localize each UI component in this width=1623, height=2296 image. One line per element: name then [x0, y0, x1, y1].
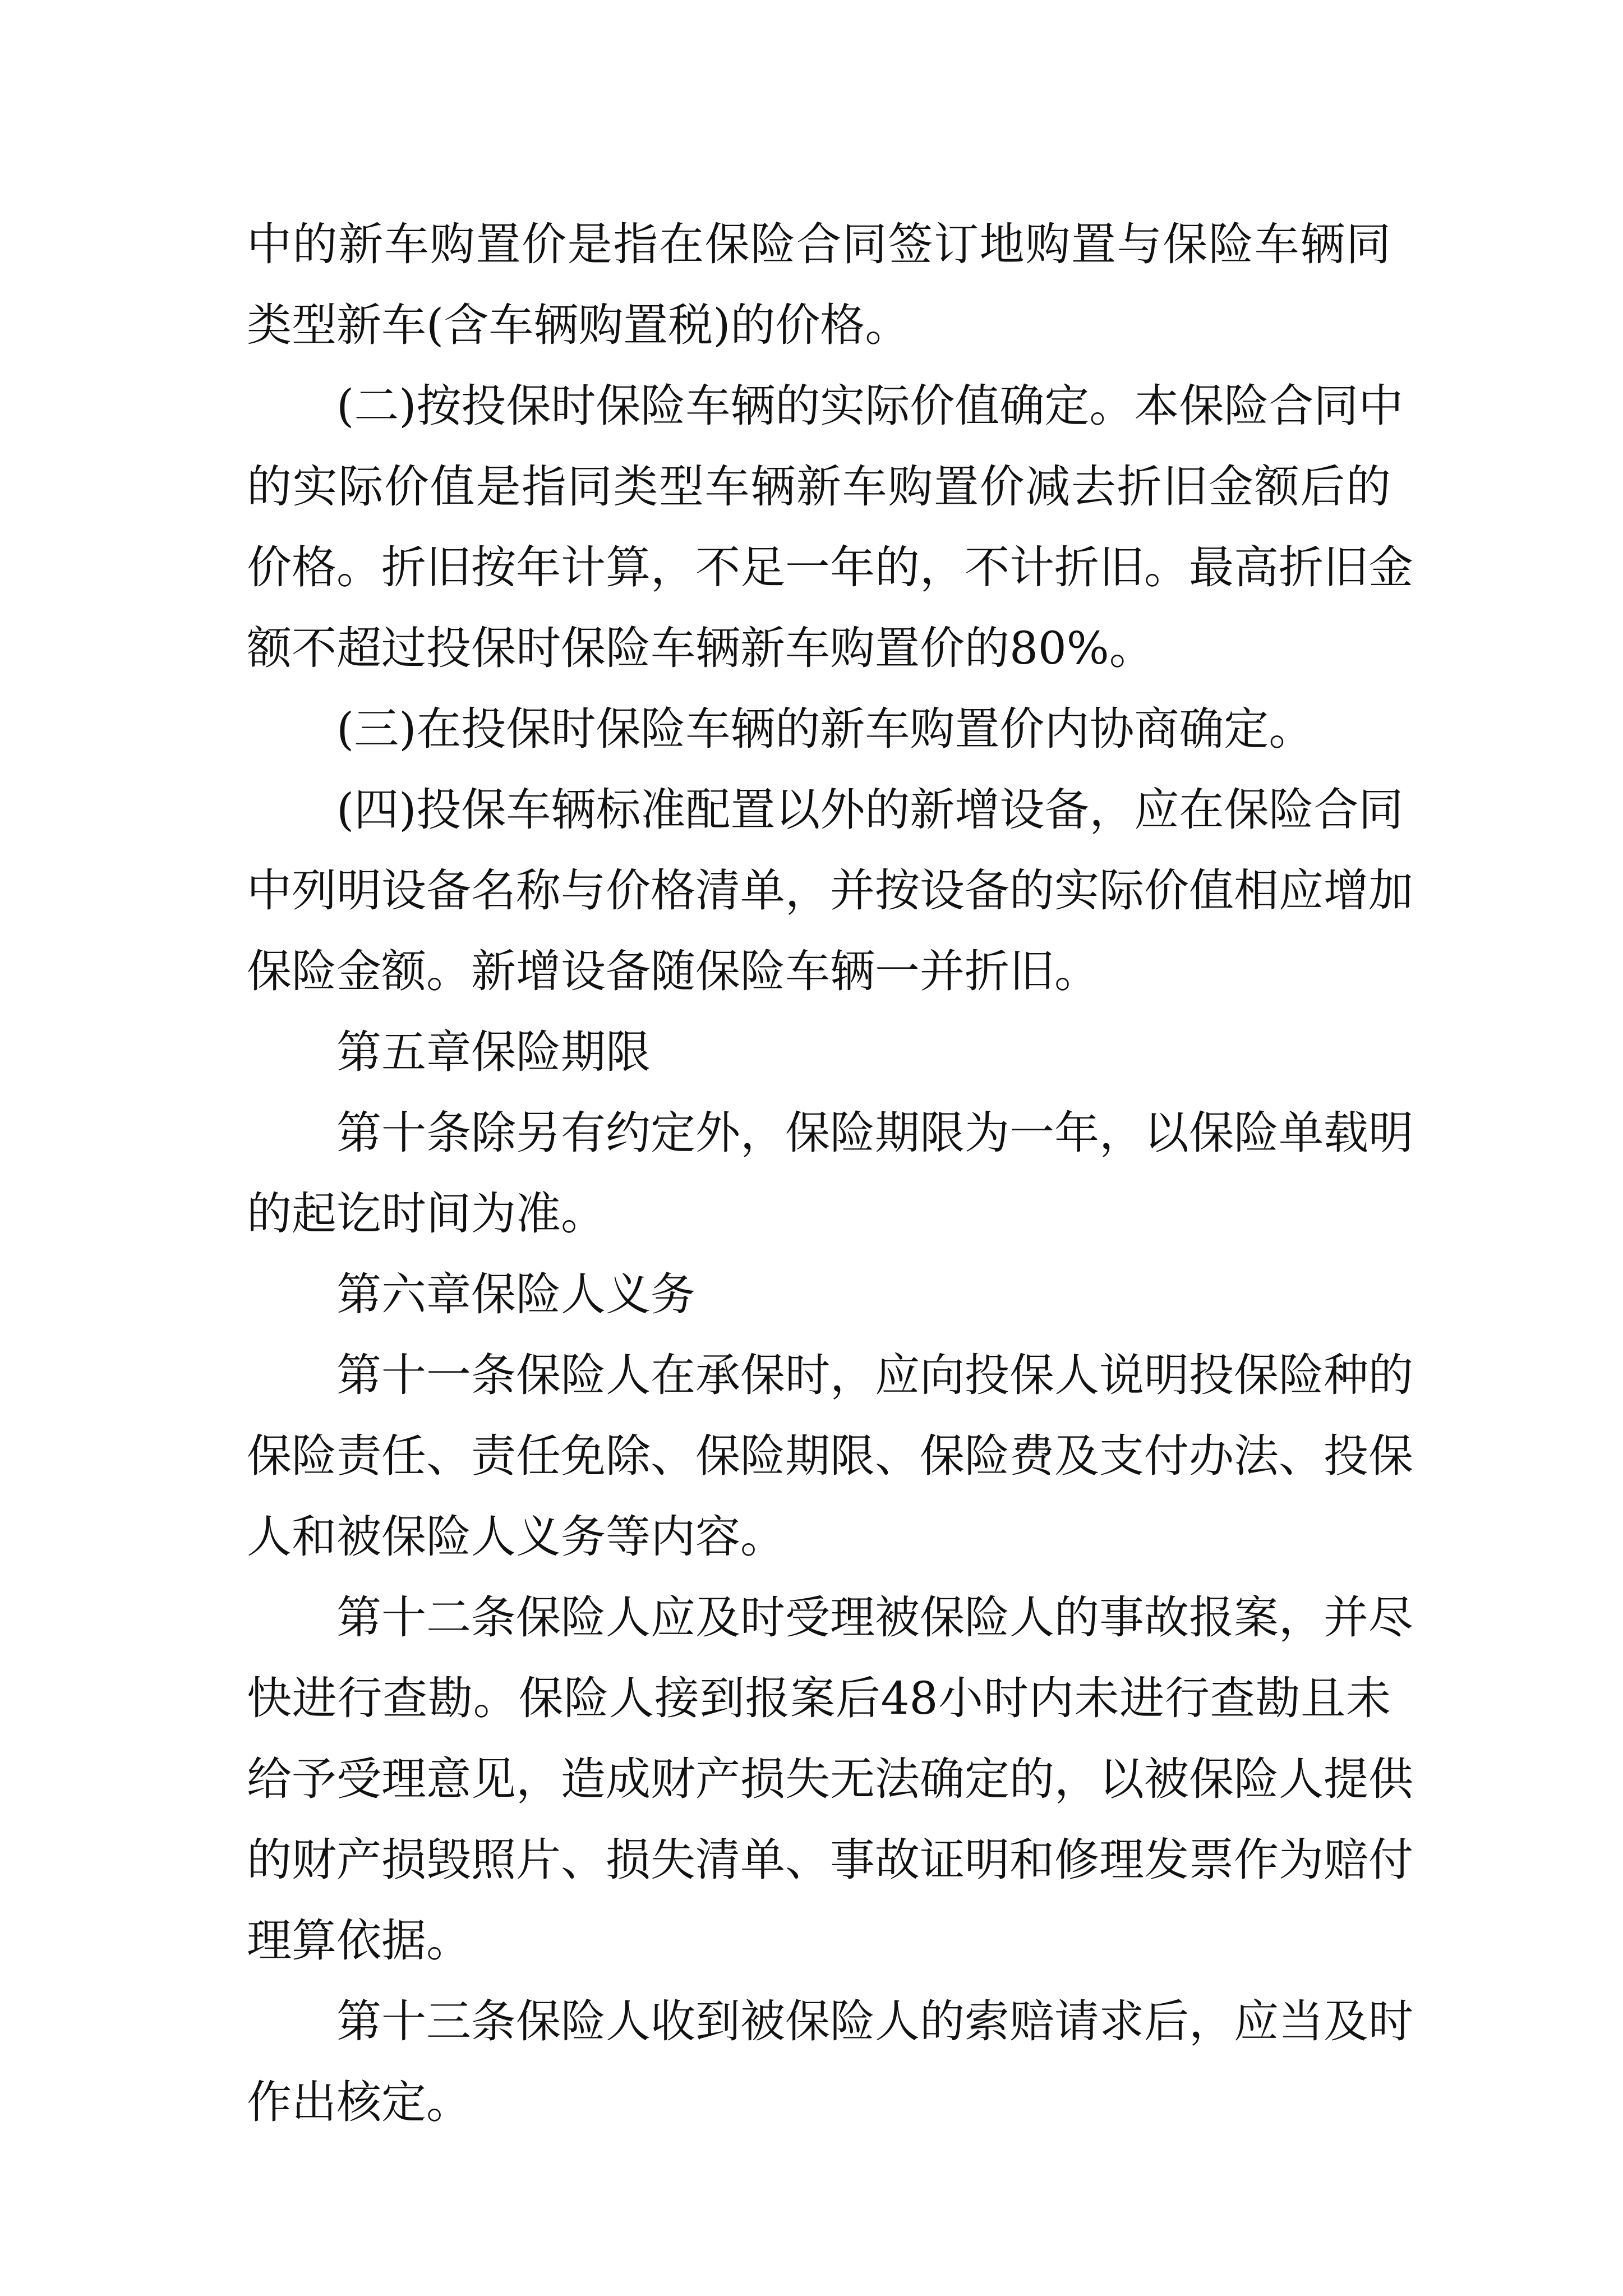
text-line: 类型新车(含车辆购置税)的价格。 [247, 299, 910, 351]
text-line: 理算依据。 [247, 1915, 471, 1967]
text-line: (二)按投保时保险车辆的实际价值确定。本保险合同中 [336, 380, 1404, 432]
text-line: 作出核定。 [247, 2076, 471, 2128]
text-line: 第十条除另有约定外，保险期限为一年，以保险单载明 [336, 1107, 1413, 1159]
text-line: 人和被保险人义务等内容。 [247, 1511, 785, 1563]
text-line: 保险责任、责任免除、保险期限、保险费及支付办法、投保 [247, 1430, 1413, 1482]
text-line: 中的新车购置价是指在保险合同签订地购置与保险车辆同 [247, 218, 1391, 270]
text-line: 第十一条保险人在承保时，应向投保人说明投保险种的 [336, 1349, 1413, 1401]
text-line: 给予受理意见，造成财产损失无法确定的，以被保险人提供 [247, 1753, 1413, 1805]
text-line: (四)投保车辆标准配置以外的新增设备，应在保险合同 [336, 784, 1404, 836]
chapter-heading: 第五章保险期限 [336, 1026, 651, 1078]
text-line: 保险金额。新增设备随保险车辆一并折旧。 [247, 945, 1099, 997]
text-line: (三)在投保时保险车辆的新车购置价内协商确定。 [336, 703, 1314, 755]
text-line: 的起讫时间为准。 [247, 1188, 606, 1240]
text-line: 额不超过投保时保险车辆新车购置价的80%。 [247, 622, 1154, 674]
chapter-heading: 第六章保险人义务 [336, 1268, 695, 1320]
text-line: 价格。折旧按年计算，不足一年的，不计折旧。最高折旧金 [247, 541, 1413, 593]
text-line: 快进行查勘。保险人接到报案后48小时内未进行查勘且未 [247, 1672, 1391, 1724]
text-line: 第十二条保险人应及时受理被保险人的事故报案，并尽 [336, 1591, 1413, 1644]
document-body [247, 204, 1413, 2143]
text-line: 的实际价值是指同类型车辆新车购置价减去折旧金额后的 [247, 461, 1391, 513]
text-line: 中列明设备名称与价格清单，并按设备的实际价值相应增加 [247, 864, 1413, 917]
text-line: 第十三条保险人收到被保险人的索赔请求后，应当及时 [336, 1995, 1413, 2047]
text-line: 的财产损毁照片、损失清单、事故证明和修理发票作为赔付 [247, 1834, 1413, 1886]
